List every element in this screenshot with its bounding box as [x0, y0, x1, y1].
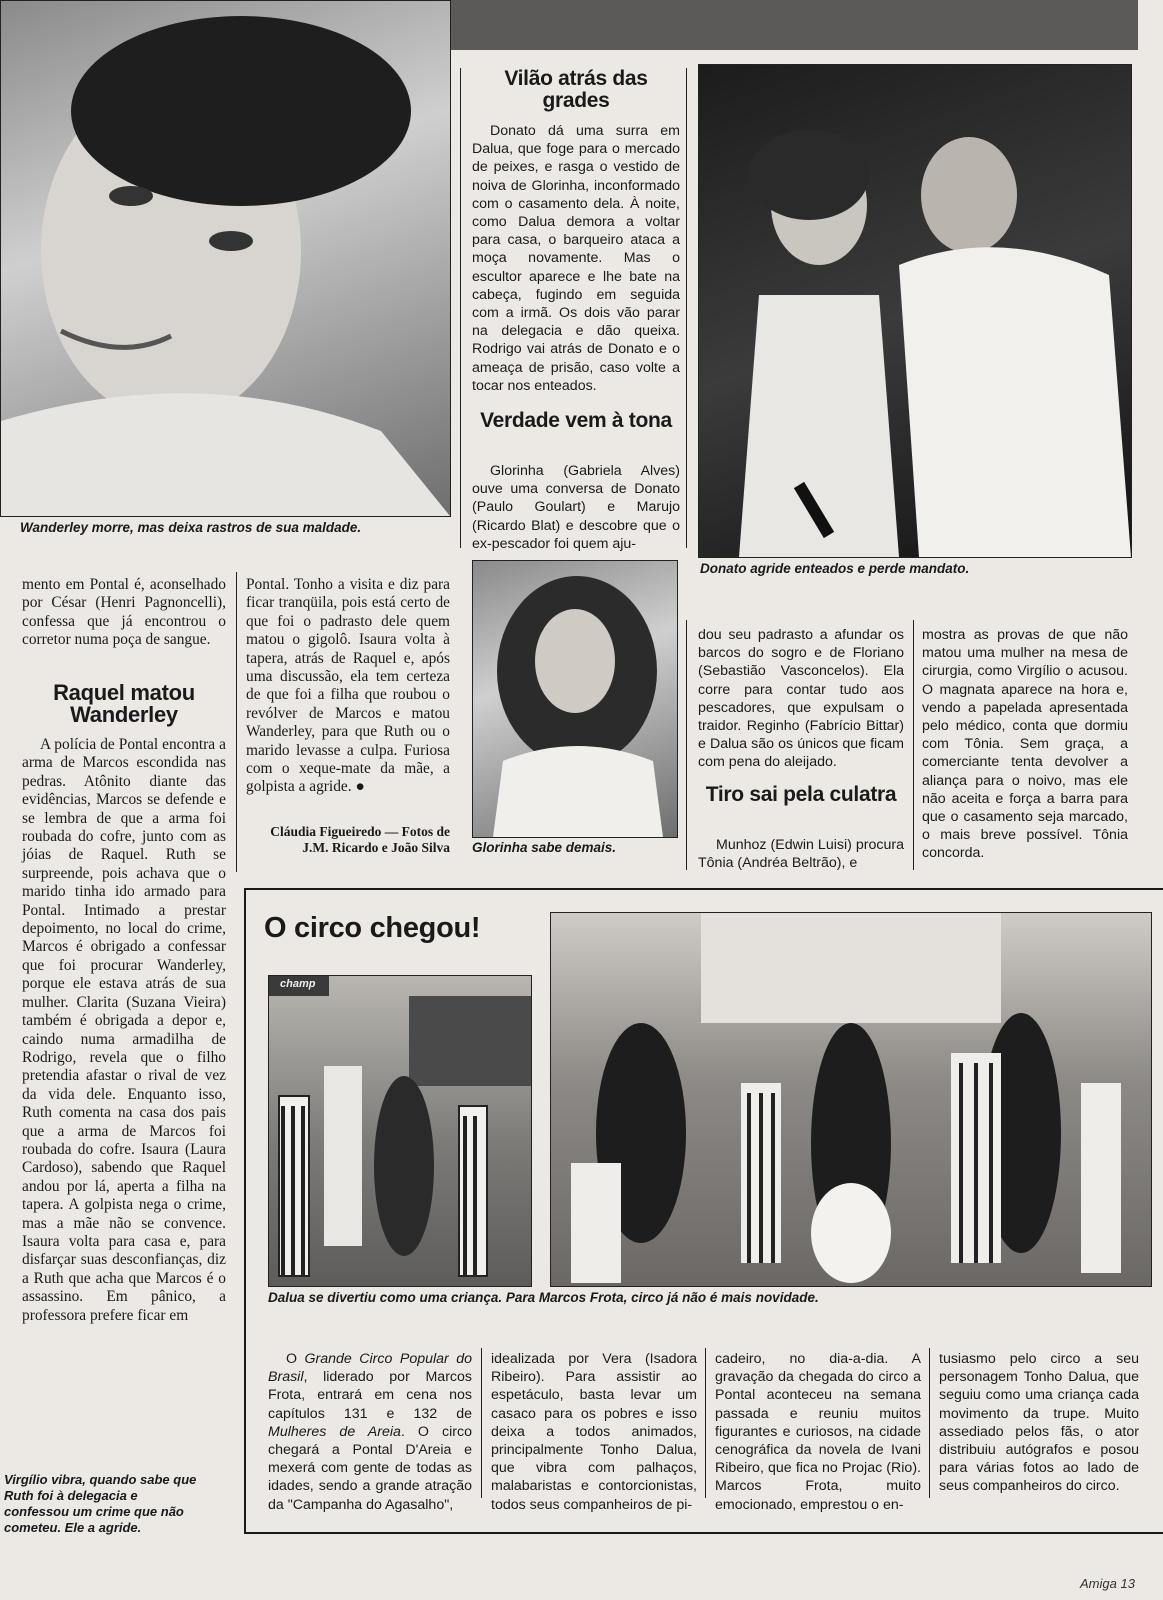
- circus-col-3: cadeiro, no dia-a-dia. A gravação da chegada do circo a Pontal aconteceu na semana passada e reuniu muitos figurantes e curiosos, na cidade cenográfica da novela de Ivani Ribeiro, que fica no Projac (Rio). Marcos Frota, muito emocionado, emprestou o en-: [715, 1351, 921, 1513]
- circus-col-2: idealizada por Vera (Isadora Ribeiro). Para assistir ao espetáculo, basta levar um casaco para os pobres e isso deixa a todos animados, principalmente Tonho Dalua, que vibra com palhaços, malabaristas e contorcionistas, todos seus companheiros de pi-: [491, 1351, 697, 1513]
- glorinha-photo: [472, 560, 678, 838]
- circus-sign: champ: [280, 978, 316, 990]
- column-rule: [913, 620, 914, 870]
- circus-title: O circo chegou!: [264, 912, 481, 944]
- photo-credit: Cláudia Figueiredo — Fotos de J.M. Ricardo e João Silva: [270, 824, 450, 855]
- heading-vilao: Vilão atrás das grades: [504, 67, 648, 112]
- circus-col-1: O Grande Circo Popular do Brasil, liderado por Marcos Frota, entrará em cena nos capítulos 131 e 132 de Mulheres de Areia. O circo chegará a Pontal D'Areia e mexerá com gente de todas as idades, sendo a grande atração da "Campanha do Agasalho",: [268, 1351, 472, 1513]
- donato-photo-caption: Donato agride enteados e perde mandato.: [700, 561, 970, 576]
- circus-photo-right: [550, 912, 1152, 1287]
- heading-tiro: Tiro sai pela culatra: [705, 783, 897, 806]
- page-footer: [1080, 1576, 1135, 1591]
- donato-photo: [698, 64, 1132, 558]
- column-rule: [236, 572, 237, 872]
- left-body: A polícia de Pontal encontra a arma de Marcos escondida nas pedras. Atônito diante das evidências, Marcos se defende e se lembra de que a arma foi roubada do cofre, junto com as jóias de Raquel. Ruth se surpreende, pois achava que o marido tinha ido armado para Pontal. Intimado a prestar depoimento, no local do crime, Marcos é obrigado a confessar que foi procurar Wanderley, porque ele estava atrás de sua mulher. Clarita (Suzana Vieira) também é obrigada a depor e, caindo numa armadilha de Rodrigo, revela que o filho pretendia afastar o rival de vez da vida dele. Enquanto isso, Ruth comenta na casa dos pais que a arma de Marcos foi roubada do cofre. Isaura (Laura Cardoso), sabendo que Raquel andou por lá, aperta a filha na tapera. A golpista nega o crime, mas a mãe não se convence. Isaura volta para casa e, para disfarçar suas desconfianças, diz a Ruth que acha que Marcos é o assassino. Em pânico, a professora prefere ficar em: [22, 736, 226, 1324]
- magazine-name: Amiga: [1080, 1576, 1117, 1591]
- column-rule: [460, 68, 461, 548]
- column-rule: [705, 1348, 706, 1498]
- end-mark: ●: [355, 778, 365, 796]
- second-column: [246, 576, 450, 797]
- wanderley-photo: [0, 0, 451, 517]
- virgilio-caption: Virgílio vibra, quando sabe que Ruth foi à delegacia e confessou um crime que não cometeu. Ele a agride.: [4, 1472, 197, 1535]
- column-rule: [481, 1348, 482, 1498]
- second-body: Pontal. Tonho a visita e diz para ficar tranqüila, pois está certo de que foi o padrasto dele quem matou o gigolô. Isaura volta à tapera, atrás de Raquel e, após uma discussão, ela tem certeza de que foi a filha que roubou o revólver de Marcos e matou Wanderley, para que Ruth ou o marido levasse a culpa. Furiosa com o xeque-mate da mãe, a golpista a agride.: [246, 576, 450, 796]
- left-intro: mento em Pontal é, aconselhado por César (Henri Pagnoncelli), confessa que já encontrou o corretor numa poça de sangue.: [22, 576, 226, 649]
- column-rule: [686, 620, 687, 870]
- wanderley-photo-caption: Wanderley morre, mas deixa rastros de sua maldade.: [20, 520, 362, 535]
- circus-col-4: tusiasmo pelo circo a seu personagem Tonho Dalua, que seguiu como uma criança cada movimento da trupe. Muito assediado pelos fãs, o ator distribuiu autógrafos e posou para várias fotos ao lado de seus companheiros do circo.: [939, 1351, 1139, 1495]
- circus-photo-left: [268, 975, 532, 1287]
- right-col-a: dou seu padrasto a afundar os barcos do sogro e de Floriano (Sebastião Vasconcelos). Ela corre para contar tudo aos pescadores, que expulsam o traidor. Reginho (Fabrício Bittar) e Dalua são os únicos que ficam com pena do aleijado.: [698, 627, 904, 771]
- right-col-b: mostra as provas de que não matou uma mulher na mesa de cirurgia, como Virgílio o acusou. O magnata aparece na hora e, vendo a papelada apresentada pelo médico, conta que dormiu com Tônia. Sem graça, a comerciante tenta devolver a aliança para o noivo, mas ele não aceita e força a barra para que o casamento seja marcado, o mais breve possível. Tônia concorda.: [922, 627, 1128, 862]
- column-rule: [686, 68, 687, 548]
- top-color-bar: [450, 0, 1138, 50]
- middle-body-2: Glorinha (Gabriela Alves) ouve uma conversa de Donato (Paulo Goulart) e Marujo (Ricardo Blat) e descobre que o ex-pescador foi quem aju-: [472, 463, 680, 552]
- right-col-a-end: Munhoz (Edwin Luisi) procura Tônia (Andréa Beltrão), e: [698, 837, 904, 872]
- column-rule: [929, 1348, 930, 1498]
- circus-caption: Dalua se divertiu como uma criança. Para Marcos Frota, circo já não é mais novidade.: [268, 1290, 819, 1305]
- heading-verdade: Verdade vem à tona: [480, 409, 672, 432]
- glorinha-photo-caption: Glorinha sabe demais.: [472, 840, 617, 855]
- page-number: 13: [1120, 1576, 1135, 1591]
- middle-body-1: Donato dá uma surra em Dalua, que foge para o mercado de peixes, e rasga o vestido de noiva de Glorinha, inconformado com o casamento dela. À noite, como Dalua demora a voltar para casa, o barqueiro ataca a moça novamente. Mas o escultor aparece e lhe bate na cabeça, fugindo em seguida com a irmã. Os dois vão parar na delegacia e dão queixa. Rodrigo vai atrás de Donato e o ameaça de prisão, caso volte a tocar nos enteados.: [472, 123, 680, 394]
- heading-raquel: Raquel matou Wanderley: [53, 680, 195, 727]
